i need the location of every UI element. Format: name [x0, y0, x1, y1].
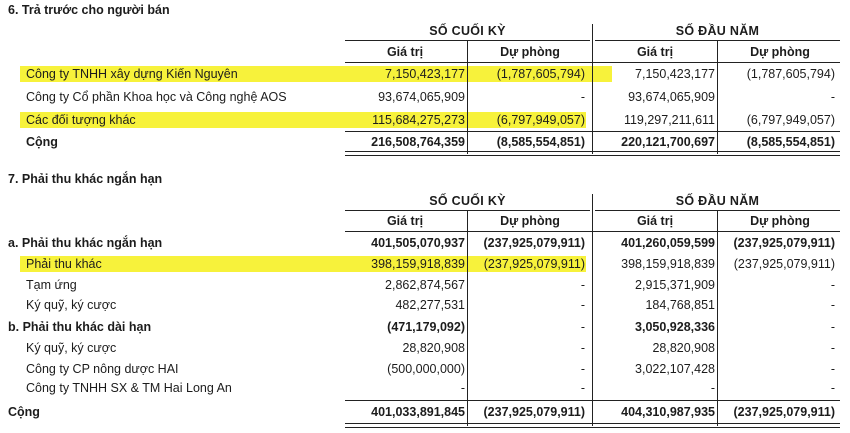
cell-provision-start: (237,925,079,911) — [733, 257, 835, 271]
cell-provision-start: - — [830, 298, 835, 312]
row-label: b. Phải thu khác dài hạn — [8, 320, 152, 334]
cell-value-end: (500,000,000) — [387, 362, 465, 376]
column-header-value: Giá trị — [636, 214, 674, 228]
cell-value-end: 115,684,275,273 — [372, 113, 465, 127]
section-6-title: 6. Trả trước cho người bán — [8, 3, 170, 17]
column-divider — [717, 211, 718, 426]
cell-value-start: 184,768,851 — [645, 298, 715, 312]
column-divider — [592, 194, 593, 426]
cell-value-end: 93,674,065,909 — [378, 90, 465, 104]
cell-value-start: 3,022,107,428 — [635, 362, 715, 376]
cell-value-start: 2,915,371,909 — [635, 278, 715, 292]
column-header-provision: Dự phòng — [500, 45, 560, 59]
cell-provision-start: (6,797,949,057) — [746, 113, 835, 127]
total-provision-start: (237,925,079,911) — [733, 405, 835, 419]
row-label: Công ty TNHH SX & TM Hai Long An — [26, 381, 232, 395]
group-header-start-of-year: SỐ ĐẦU NĂM — [675, 24, 760, 38]
cell-provision-end: - — [580, 278, 585, 292]
total-label: Cộng — [8, 405, 40, 419]
cell-value-end: 7,150,423,177 — [385, 67, 465, 81]
cell-provision-end: - — [580, 341, 585, 355]
cell-provision-end: - — [580, 362, 585, 376]
cell-provision-start: - — [830, 381, 835, 395]
column-header-value: Giá trị — [636, 45, 674, 59]
column-divider — [467, 41, 468, 154]
group-header-end-of-period: SỐ CUỐI KỲ — [429, 24, 506, 38]
total-provision-start: (8,585,554,851) — [746, 135, 835, 149]
cell-provision-end: (6,797,949,057) — [496, 113, 585, 127]
cell-provision-end: - — [580, 320, 585, 334]
cell-provision-start: - — [830, 90, 835, 104]
row-label: Các đối tượng khác — [26, 113, 136, 127]
total-provision-end: (237,925,079,911) — [483, 405, 585, 419]
total-value-start: 404,310,987,935 — [621, 405, 715, 419]
cell-provision-start: (237,925,079,911) — [733, 236, 835, 250]
row-label: Phải thu khác — [26, 257, 102, 271]
column-divider — [467, 211, 468, 426]
row-label: Ký quỹ, ký cược — [26, 298, 117, 312]
cell-provision-end: (237,925,079,911) — [483, 236, 585, 250]
group-header-start-of-year: SỐ ĐẦU NĂM — [675, 194, 760, 208]
cell-provision-end: - — [580, 90, 585, 104]
cell-value-start: 398,159,918,839 — [621, 257, 715, 271]
cell-provision-end: - — [580, 381, 585, 395]
cell-value-start: 28,820,908 — [652, 341, 715, 355]
total-value-end: 216,508,764,359 — [371, 135, 465, 149]
cell-provision-end: (237,925,079,911) — [483, 257, 585, 271]
total-value-start: 220,121,700,697 — [621, 135, 715, 149]
row-label: Công ty Cổ phần Khoa học và Công nghệ AOS — [26, 90, 287, 104]
total-provision-end: (8,585,554,851) — [496, 135, 585, 149]
row-label: a. Phải thu khác ngắn hạn — [8, 236, 163, 250]
cell-value-start: 7,150,423,177 — [635, 67, 715, 81]
cell-provision-start: - — [830, 320, 835, 334]
cell-provision-start: - — [830, 341, 835, 355]
column-divider — [717, 41, 718, 154]
group-header-end-of-period: SỐ CUỐI KỲ — [429, 194, 506, 208]
row-label: Tạm ứng — [26, 278, 77, 292]
row-label: Ký quỹ, ký cược — [26, 341, 117, 355]
column-header-value: Giá trị — [386, 214, 424, 228]
row-label: Công ty TNHH xây dựng Kiến Nguyên — [26, 67, 238, 81]
total-value-end: 401,033,891,845 — [371, 405, 465, 419]
cell-value-start: - — [710, 381, 715, 395]
cell-value-end: 482,277,531 — [395, 298, 465, 312]
cell-value-start: 119,297,211,611 — [623, 113, 715, 127]
cell-value-end: 28,820,908 — [402, 341, 465, 355]
cell-value-end: - — [460, 381, 465, 395]
cell-value-start: 93,674,065,909 — [628, 90, 715, 104]
cell-provision-end: - — [580, 298, 585, 312]
column-header-provision: Dự phòng — [500, 214, 560, 228]
cell-value-end: 401,505,070,937 — [371, 236, 465, 250]
column-header-provision: Dự phòng — [750, 214, 810, 228]
cell-value-end: (471,179,092) — [387, 320, 465, 334]
section-7-title: 7. Phải thu khác ngắn hạn — [8, 172, 163, 186]
cell-value-start: 401,260,059,599 — [621, 236, 715, 250]
cell-provision-start: - — [830, 362, 835, 376]
column-divider — [592, 24, 593, 154]
column-header-value: Giá trị — [386, 45, 424, 59]
row-label: Công ty CP nông dược HAI — [26, 362, 179, 376]
cell-value-start: 3,050,928,336 — [635, 320, 715, 334]
column-header-provision: Dự phòng — [750, 45, 810, 59]
cell-provision-start: - — [830, 278, 835, 292]
cell-value-end: 398,159,918,839 — [371, 257, 465, 271]
cell-provision-start: (1,787,605,794) — [746, 67, 835, 81]
cell-provision-end: (1,787,605,794) — [496, 67, 585, 81]
total-label: Cộng — [26, 135, 58, 149]
cell-value-end: 2,862,874,567 — [385, 278, 465, 292]
